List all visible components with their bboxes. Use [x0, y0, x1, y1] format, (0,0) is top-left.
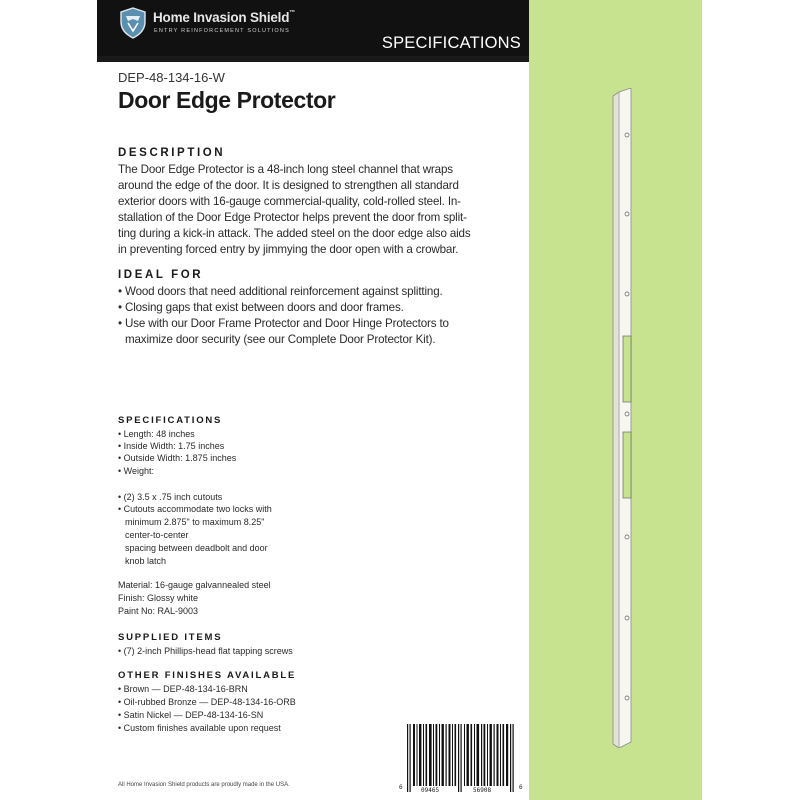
supplied-item: • (7) 2-inch Phillips-head flat tapping screws: [118, 646, 293, 656]
finish-option: • Custom finishes available upon request: [118, 723, 281, 733]
spec-line: • (2) 3.5 x .75 inch cutouts: [118, 492, 223, 502]
spec-line: knob latch: [125, 556, 167, 566]
spec-line: • Cutouts accommodate two locks with: [118, 504, 272, 514]
spec-line: center-to-center: [125, 530, 189, 540]
brand-trademark: ™: [289, 10, 296, 16]
spec-paint: Paint No: RAL-9003: [118, 606, 199, 616]
brand-tagline: ENTRY REINFORCEMENT SOLUTIONS: [154, 28, 290, 34]
ideal-for-item: maximize door security (see our Complete Door Protector Kit).: [125, 333, 436, 346]
description-heading: DESCRIPTION: [118, 147, 226, 159]
header-bar: [97, 0, 529, 56]
made-in-usa-note: All Home Invasion Shield products are proudly made in the USA.: [118, 782, 290, 788]
barcode-digit: 09465: [421, 787, 440, 794]
spec-line: • Outside Width: 1.875 inches: [118, 453, 237, 463]
shield-logo-icon: [119, 7, 147, 39]
lock-cutout-lower: [623, 432, 631, 498]
upc-barcode: [397, 720, 529, 800]
barcode-digit: 6: [399, 784, 403, 791]
door-edge-protector-image: [597, 88, 647, 748]
product-title: Door Edge Protector: [118, 87, 336, 113]
lock-cutout-upper: [623, 336, 631, 402]
ideal-for-item: • Use with our Door Frame Protector and Door Hinge Protectors to: [118, 317, 449, 330]
brand-name: Home Invasion Shield™: [153, 10, 296, 25]
barcode-digit: 6: [519, 784, 523, 791]
description-line: The Door Edge Protector is a 48-inch long steel channel that wraps: [118, 163, 453, 176]
finish-option: • Satin Nickel — DEP-48-134-16-SN: [118, 710, 264, 720]
description-line: exterior doors with 16-gauge commercial-quality, cold-rolled steel. In-: [118, 195, 461, 208]
ideal-for-item: • Wood doors that need additional reinforcement against splitting.: [118, 285, 443, 298]
description-line: in preventing forced entry by jimmying the door open with a crowbar.: [118, 243, 459, 256]
finish-option: • Oil-rubbed Bronze — DEP-48-134-16-ORB: [118, 697, 296, 707]
barcode-digit: 56908: [473, 787, 492, 794]
ideal-for-item: • Closing gaps that exist between doors and door frames.: [118, 301, 404, 314]
spec-sheet-page: [97, 0, 702, 800]
spec-line: • Inside Width: 1.75 inches: [118, 441, 225, 451]
description-line: stallation of the Door Edge Protector helps prevent the door from split-: [118, 211, 467, 224]
spec-line: spacing between deadbolt and door: [125, 543, 268, 553]
description-line: around the edge of the door. It is designed to strengthen all standard: [118, 179, 459, 192]
spec-finish: Finish: Glossy white: [118, 593, 199, 603]
spec-material: Material: 16-gauge galvannealed steel: [118, 580, 271, 590]
barcode-bars: [397, 720, 529, 800]
spec-line: • Weight:: [118, 466, 154, 476]
finish-option: • Brown — DEP-48-134-16-BRN: [118, 684, 248, 694]
description-line: ting during a kick-in attack. The added steel on the door edge also aids: [118, 227, 471, 240]
spec-line: • Length: 48 inches: [118, 429, 195, 439]
other-finishes-heading: OTHER FINISHES AVAILABLE: [118, 670, 297, 681]
product-sku: DEP-48-134-16-W: [118, 70, 225, 85]
specifications-heading: SPECIFICATIONS: [118, 415, 223, 426]
ideal-for-heading: IDEAL FOR: [118, 269, 204, 281]
spec-line: minimum 2.875" to maximum 8.25": [125, 517, 265, 527]
specifications-title: SPECIFICATIONS: [381, 34, 521, 52]
header-divider: [97, 56, 529, 62]
supplied-items-heading: SUPPLIED ITEMS: [118, 632, 223, 643]
